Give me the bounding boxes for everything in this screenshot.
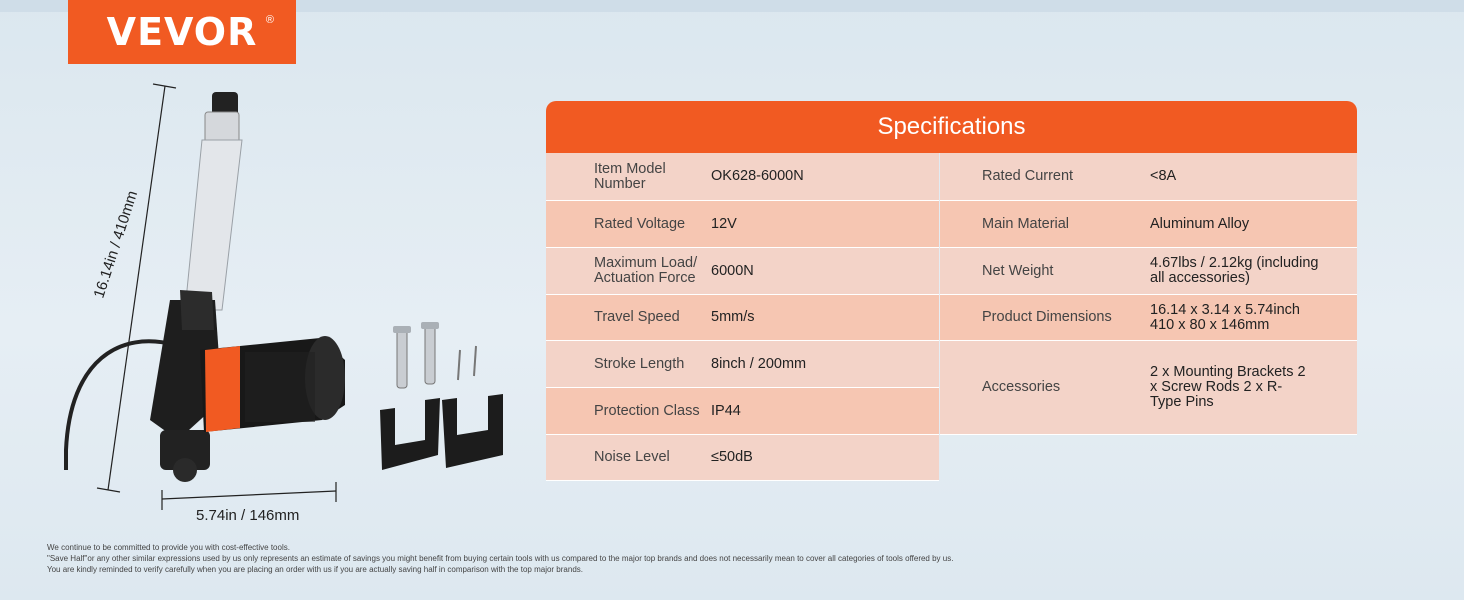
logo-text: VEVOR bbox=[106, 10, 258, 54]
spec-row-dimensions bbox=[940, 295, 1357, 341]
spec-row-protection bbox=[546, 388, 939, 435]
product-illustration bbox=[0, 0, 540, 540]
spec-label: Travel Speed bbox=[594, 309, 680, 325]
spec-value: OK628-6000N bbox=[711, 168, 804, 184]
spec-row-current bbox=[940, 153, 1357, 201]
spec-value: IP44 bbox=[711, 402, 741, 419]
spec-label: Main Material bbox=[982, 215, 1070, 232]
spec-label: Maximum Load/ Actuation Force bbox=[594, 255, 698, 286]
spec-label: Net Weight bbox=[982, 262, 1054, 279]
spec-label: Accessories bbox=[982, 379, 1061, 395]
spec-label: Noise Level bbox=[594, 449, 670, 465]
spec-row-material bbox=[940, 201, 1357, 248]
spec-value: 6000N bbox=[711, 262, 754, 279]
specifications-table bbox=[546, 101, 1357, 465]
screw-rods bbox=[393, 322, 476, 388]
disclaimer-line: "Save Half"or any other similar expressions used by us only represents an estimate of savings you might benefit from buying certain tools with us compared to the major top brands and does not necessarily mean to cover all categories of tools offered by us. bbox=[47, 554, 954, 563]
mounting-brackets bbox=[380, 394, 503, 470]
spec-label: Rated Current bbox=[982, 168, 1074, 184]
specs-left-column bbox=[546, 153, 939, 481]
spec-label: Product Dimensions bbox=[982, 309, 1112, 325]
spec-row-weight bbox=[940, 248, 1357, 295]
spec-value: ≤50dB bbox=[711, 449, 753, 465]
spec-row-noise bbox=[546, 435, 939, 481]
spec-row-model bbox=[546, 153, 939, 201]
height-dimension-label: 16.14in / 410mm bbox=[90, 188, 142, 301]
spec-value: 4.67lbs / 2.12kg (including all accessories) bbox=[1150, 255, 1319, 286]
specifications-title: Specifications bbox=[546, 101, 1357, 153]
disclaimer bbox=[47, 542, 953, 575]
spec-value: 16.14 x 3.14 x 5.74inch 410 x 80 x 146mm bbox=[1150, 301, 1300, 333]
spec-value: 5mm/s bbox=[711, 309, 755, 325]
spec-label: Item Model Number bbox=[594, 160, 666, 192]
spec-label: Rated Voltage bbox=[594, 215, 686, 232]
spec-row-stroke-length bbox=[546, 341, 939, 388]
disclaimer-line: We continue to be committed to provide you with cost-effective tools. bbox=[47, 543, 290, 552]
disclaimer-line: You are kindly reminded to verify carefully when you are placing an order with us if you are actually saving half in comparison with the top major brands. bbox=[47, 565, 583, 574]
actuator-rod bbox=[185, 92, 242, 310]
specs-right-column bbox=[940, 153, 1357, 435]
actuator-body bbox=[150, 290, 345, 482]
spec-row-travel-speed bbox=[546, 295, 939, 341]
spec-value: 2 x Mounting Brackets 2 x Screw Rods 2 x R-Type Pins bbox=[1150, 364, 1306, 410]
width-dimension-label: 5.74in / 146mm bbox=[196, 507, 300, 524]
spec-value: 12V bbox=[711, 215, 737, 232]
spec-row-max-load bbox=[546, 248, 939, 295]
width-dimension-line bbox=[162, 491, 336, 499]
spec-value: <8A bbox=[1150, 168, 1177, 184]
spec-row-accessories bbox=[940, 341, 1357, 435]
spec-row-voltage bbox=[546, 201, 939, 248]
spec-value: 8inch / 200mm bbox=[711, 355, 807, 372]
height-dimension-line bbox=[108, 86, 165, 490]
spec-value: Aluminum Alloy bbox=[1150, 215, 1250, 232]
spec-label: Stroke Length bbox=[594, 355, 685, 372]
spec-label: Protection Class bbox=[594, 402, 700, 419]
registered-mark: ® bbox=[265, 14, 274, 26]
